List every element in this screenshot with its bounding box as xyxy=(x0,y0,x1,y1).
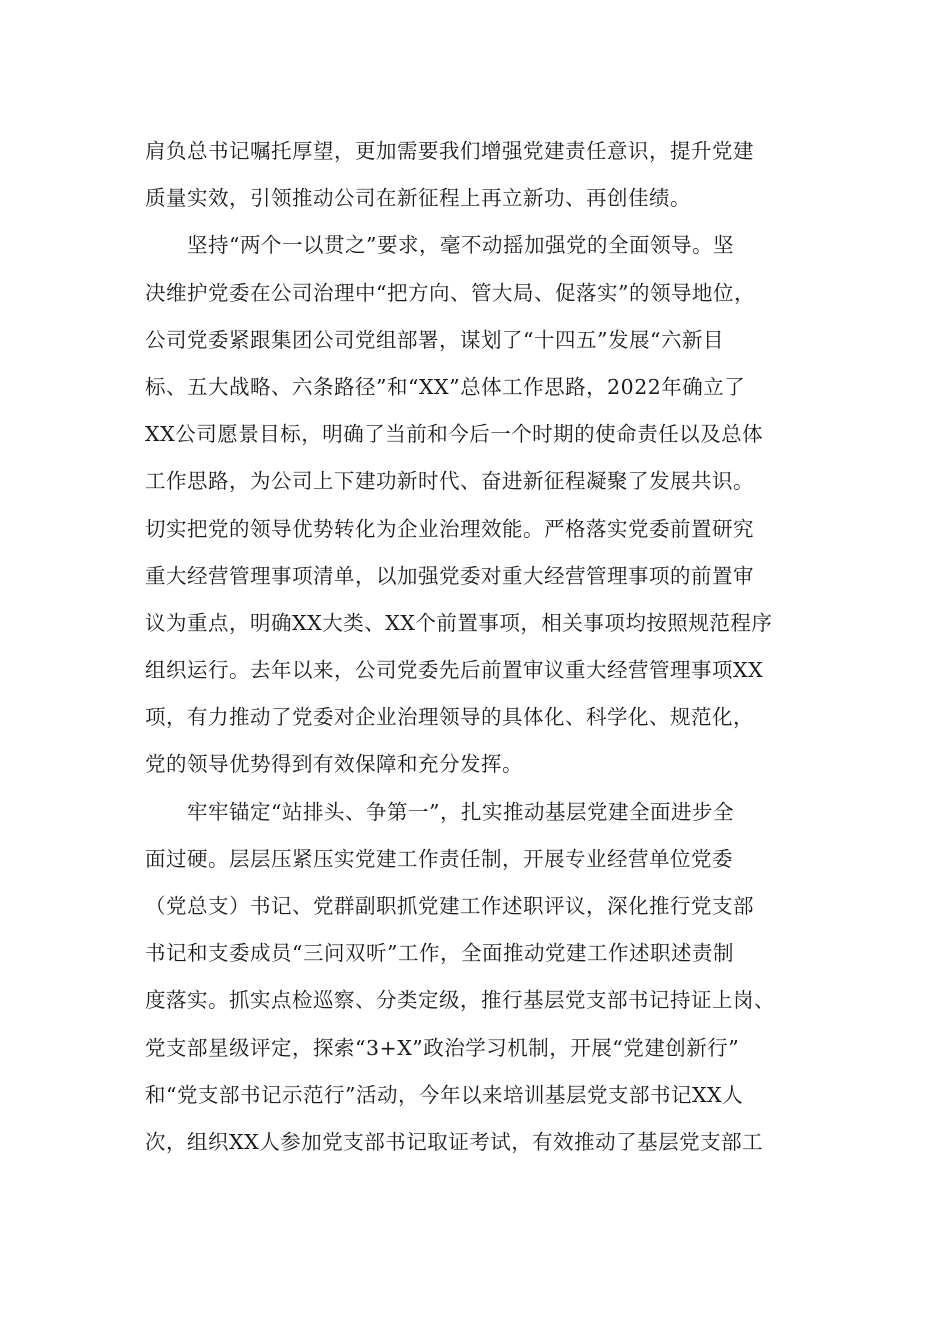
text-line: （党总支）书记、党群副职抓党建工作述职评议，深化推行党支部 xyxy=(145,894,754,918)
text-line: 重大经营管理事项清单，以加强党委对重大经营管理事项的前置审 xyxy=(145,563,754,588)
text-line: 议为重点，明确XX大类、XX个前置事项，相关事项均按照规范程序 xyxy=(145,610,773,635)
text-line: 组织运行。去年以来，公司党委先后前置审议重大经营管理事项XX xyxy=(145,658,764,683)
text-line: 书记和支委成员“三问双听”工作，全面推动党建工作述职述责制 xyxy=(145,941,734,966)
text-line: 面过硬。层层压紧压实党建工作责任制，开展专业经营单位党委 xyxy=(145,846,733,871)
text-line: 项，有力推动了党委对企业治理领导的具体化、科学化、规范化， xyxy=(145,705,754,730)
text-line: 和“党支部书记示范行”活动，今年以来培训基层党支部书记XX人 xyxy=(145,1082,744,1107)
text-line: 质量实效，引领推动公司在新征程上再立新功、再创佳绩。 xyxy=(145,186,691,211)
text-line: 牢牢锚定“站排头、争第一”，扎实推动基层党建全面进步全 xyxy=(145,799,734,824)
text-line: 次，组织XX人参加党支部书记取证考试，有效推动了基层党支部工 xyxy=(145,1129,764,1154)
text-line: 坚持“两个一以贯之”要求，毫不动摇加强党的全面领导。坚 xyxy=(145,233,734,258)
document-body xyxy=(145,128,807,1166)
text-line: 度落实。抓实点检巡察、分类定级，推行基层党支部书记持证上岗、 xyxy=(145,988,775,1013)
text-line: 党支部星级评定，探索“3+X”政治学习机制，开展“党建创新行” xyxy=(145,1035,740,1060)
text-line: 切实把党的领导优势转化为企业治理效能。严格落实党委前置研究 xyxy=(145,516,754,541)
text-line: XX公司愿景目标，明确了当前和今后一个时期的使命责任以及总体 xyxy=(145,422,764,447)
text-line: 决维护党委在公司治理中“把方向、管大局、促落实”的领导地位， xyxy=(145,280,755,305)
text-line: 党的领导优势得到有效保障和充分发挥。 xyxy=(145,752,523,777)
text-line: 工作思路，为公司上下建功新时代、奋进新征程凝聚了发展共识。 xyxy=(145,469,754,494)
text-line: 公司党委紧跟集团公司党组部署，谋划了“十四五”发展“六新目 xyxy=(145,327,724,352)
text-line: 标、五大战略、六条路径”和“XX”总体工作思路，2022年确立了 xyxy=(145,374,746,399)
text-line: 肩负总书记嘱托厚望，更加需要我们增强党建责任意识，提升党建 xyxy=(145,139,754,163)
